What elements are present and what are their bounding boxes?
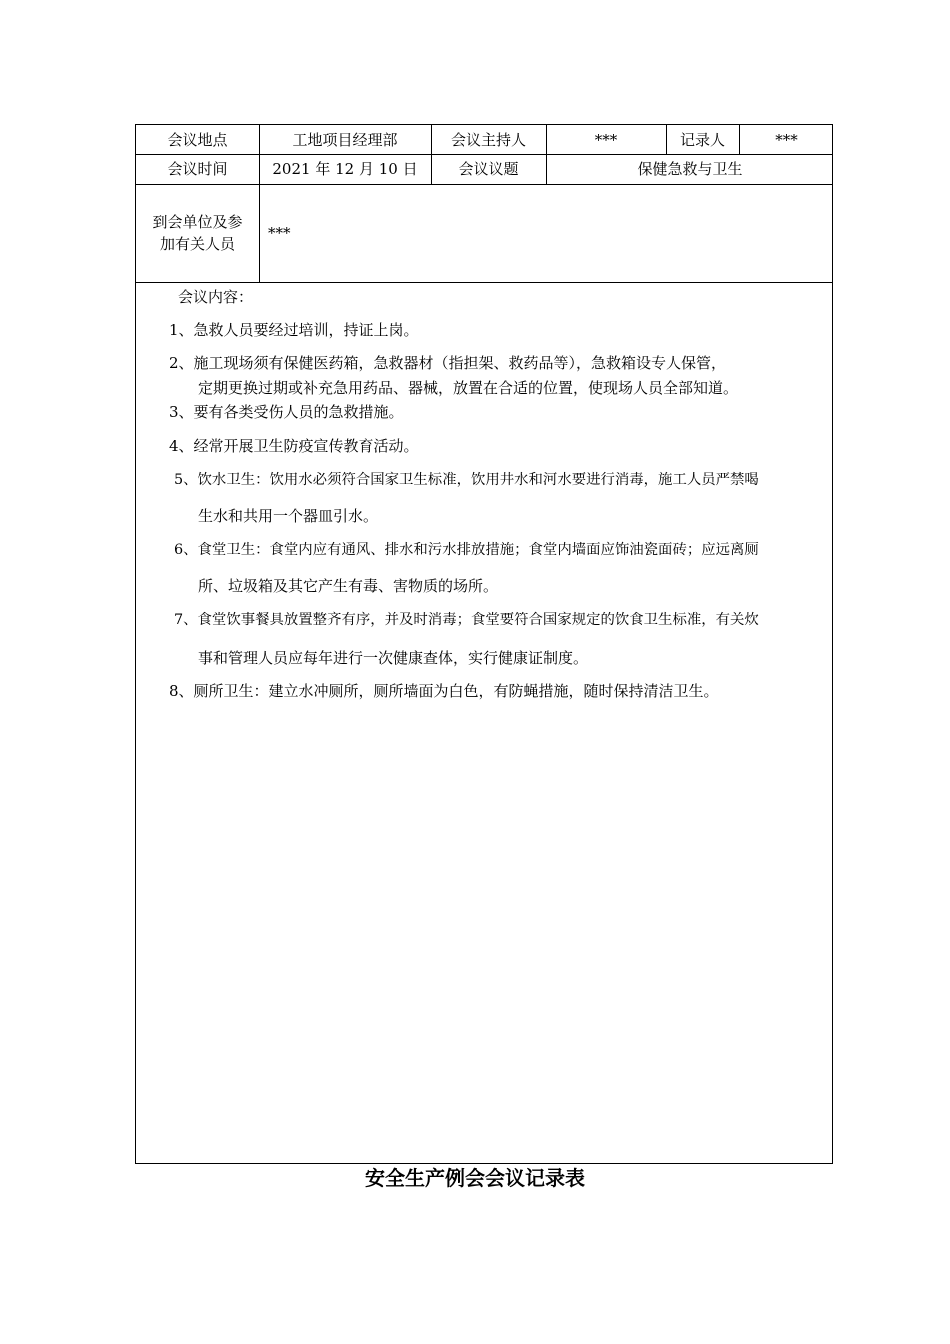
attendees-label-line2: 加有关人员 xyxy=(159,235,235,253)
host-value: *** xyxy=(594,130,618,149)
topic-value: 保健急救与卫生 xyxy=(637,160,743,178)
content-line: 5、饮水卫生：饮用水必须符合国家卫生标准，饮用井水和河水要进行消毒，施工人员严禁喝 xyxy=(174,472,759,488)
attendees-label-line1: 到会单位及参 xyxy=(152,213,243,231)
time-label: 会议时间 xyxy=(167,160,228,178)
recorder-label: 记录人 xyxy=(679,130,725,149)
host-label: 会议主持人 xyxy=(450,130,526,149)
content-line: 4、经常开展卫生防疫宣传教育活动。 xyxy=(169,437,419,455)
content-line: 8、厕所卫生：建立水冲厕所，厕所墙面为白色，有防蝇措施，随时保持清洁卫生。 xyxy=(169,682,719,700)
meeting-record-form xyxy=(135,124,833,1164)
content-line: 1、急救人员要经过培训，持证上岗。 xyxy=(169,321,419,339)
topic-label: 会议议题 xyxy=(458,160,519,178)
location-value: 工地项目经理部 xyxy=(292,130,398,149)
meeting-content xyxy=(136,283,832,1163)
content-line: 7、食堂饮事餐具放置整齐有序，并及时消毒；食堂要符合国家规定的饮食卫生标准，有关炊 xyxy=(174,612,759,628)
time-value: 2021 年 12 月 10 日 xyxy=(272,160,418,178)
recorder-value: *** xyxy=(775,130,798,149)
document-title: 安全生产例会会议记录表 xyxy=(365,1166,585,1190)
content-line: 3、要有各类受伤人员的急救措施。 xyxy=(169,403,404,421)
attendees-value: *** xyxy=(268,224,291,242)
attendees-label xyxy=(136,184,259,282)
content-line: 6、食堂卫生：食堂内应有通风、排水和污水排放措施；食堂内墙面应饰油瓷面砖；应远离厕 xyxy=(174,542,759,558)
content-line: 生水和共用一个器皿引水。 xyxy=(198,507,379,525)
content-line: 所、垃圾箱及其它产生有毒、害物质的场所。 xyxy=(198,577,499,595)
content-line: 定期更换过期或补充急用药品、器械，放置在合适的位置，使现场人员全部知道。 xyxy=(198,379,739,397)
content-heading: 会议内容： xyxy=(178,288,254,306)
location-label: 会议地点 xyxy=(167,130,228,149)
content-line: 事和管理人员应每年进行一次健康查体，实行健康证制度。 xyxy=(198,649,589,667)
content-line: 2、施工现场须有保健医药箱，急救器材（指担架、救药品等），急救箱设专人保管， xyxy=(169,354,727,372)
